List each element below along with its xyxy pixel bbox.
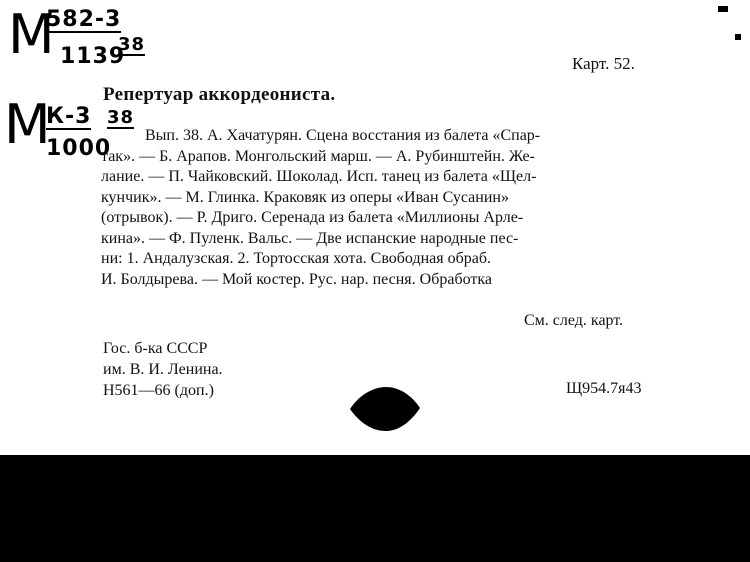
library-line: Н561—66 (доп.): [103, 382, 214, 399]
card-number: Карт. 52.: [572, 54, 635, 73]
contents-line: (отрывок). — Р. Дриго. Серенада из балета «Миллионы Арле-: [101, 209, 524, 226]
contents-line: Вып. 38. А. Хачатурян. Сцена восстания из балета «Спар-: [145, 127, 541, 144]
contents-line: лание. — П. Чайковский. Шоколад. Исп. танец из балета «Щел-: [101, 168, 537, 185]
library-imprint: [103, 338, 223, 401]
handwritten-number-top: 1139: [60, 44, 126, 69]
library-line: Гос. б-ка СССР: [103, 340, 208, 357]
contents-line: так». — Б. Арапов. Монгольский марш. — А. Рубинштейн. Же-: [101, 147, 535, 165]
handwritten-letter-top: М: [8, 3, 56, 66]
handwritten-code-top: 582-3: [46, 7, 122, 32]
see-next-card: См. след. карт.: [524, 312, 624, 329]
contents-line: И. Болдырева. — Мой костер. Рус. нар. песня. Обработка: [101, 270, 492, 288]
contents-line: кунчик». — М. Глинка. Краковяк из оперы «Иван Сусанин»: [101, 188, 509, 206]
handwritten-code-middle: К-3: [46, 104, 92, 129]
contents-description: [101, 126, 661, 290]
contents-line: кина». — Ф. Пуленк. Вальс. — Две испанские народные пес-: [101, 229, 519, 247]
contents-line: ни: 1. Андалузская. 2. Тортосская хота. Свободная обраб.: [101, 250, 492, 267]
handwritten-superscript-top: 38: [118, 34, 146, 55]
library-line: им. В. И. Ленина.: [103, 361, 223, 378]
card-title: Репертуар аккордеониста.: [103, 84, 336, 105]
punch-hole-mark: [350, 386, 420, 432]
scan-speck: [735, 34, 741, 40]
scan-speck: [718, 6, 728, 12]
classification-code: Щ954.7я43: [566, 380, 642, 397]
handwritten-superscript-middle: 38: [107, 107, 135, 128]
scan-background: [0, 455, 750, 562]
handwritten-letter-middle: М: [4, 93, 52, 156]
handwritten-number-middle: 1000: [46, 136, 112, 161]
